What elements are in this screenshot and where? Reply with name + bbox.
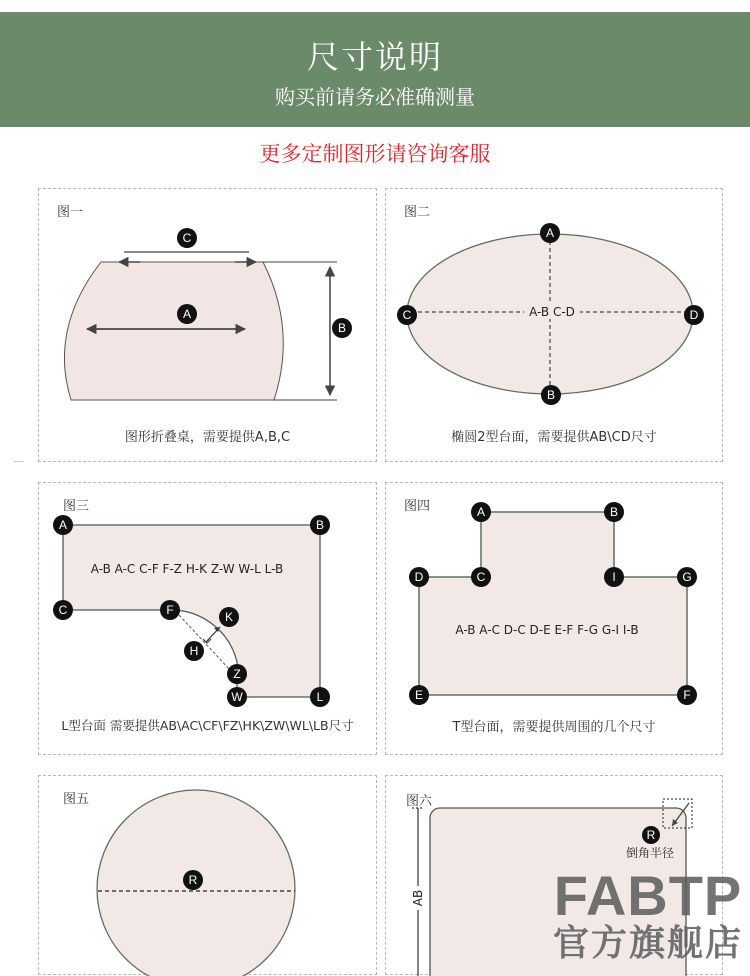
svg-text:A: A [476,505,486,519]
page-title: 尺寸说明 [306,38,443,76]
ellipse-diagram [386,189,724,463]
svg-text:Z: Z [233,667,241,681]
svg-text:L: L [316,690,324,704]
marker-l [310,687,330,707]
svg-text:C: C [476,570,486,584]
header-banner [0,12,750,127]
svg-text:A: A [58,518,68,532]
figure-label: 图六 [406,794,433,809]
marker-z [227,664,247,684]
svg-text:I: I [612,570,616,584]
corner-radius-label: 倒角半径 [625,846,675,860]
marker-r [642,826,660,844]
marker-c [397,305,417,325]
marker-w [227,687,247,707]
svg-text:B: B [546,388,556,402]
svg-text:F: F [166,603,174,617]
svg-text:B: B [315,518,325,532]
marker-b [310,515,330,535]
marker-d [684,305,704,325]
svg-text:W: W [231,690,243,704]
figure-label: 图二 [404,205,431,220]
svg-text:C: C [182,231,192,245]
svg-text:AB: AB [411,889,425,907]
marker-f [677,685,697,705]
page-subtitle: 购买前请务必准确测量 [275,85,475,109]
divider [14,461,24,462]
figure-caption: T型台面，需要提供周围的几个尺寸 [452,720,656,735]
marker-b [332,318,352,338]
svg-text:A-B A-C D-C D-E E-F F-G G-I I-: A-B A-C D-C D-E E-F F-G G-I I-B [455,623,639,637]
svg-text:F: F [683,688,691,702]
figure-5-panel [38,775,377,975]
marker-b [604,502,624,522]
figure-2-panel [385,188,723,462]
svg-text:R: R [646,828,656,842]
marker-e [409,685,429,705]
figure-3-panel [38,482,377,755]
svg-text:K: K [224,610,234,624]
marker-a [540,223,560,243]
svg-text:B: B [609,505,619,519]
figure-4-panel [385,482,723,755]
svg-text:R: R [188,873,198,887]
svg-text:A-B C-D: A-B C-D [529,305,575,319]
svg-text:E: E [414,688,424,702]
marker-c [177,228,197,248]
marker-k [219,607,239,627]
svg-text:A: A [182,307,192,321]
marker-b [541,385,561,405]
marker-h [184,641,204,661]
marker-r [183,870,203,890]
figure-label: 图一 [57,205,84,220]
folding-table-diagram [39,189,378,463]
svg-text:A: A [545,226,555,240]
watermark-brand: FABTP [553,864,743,927]
figure-label: 图四 [404,499,431,514]
custom-shape-notice: 更多定制图形请咨询客服 [259,142,491,166]
figure-caption: 图形折叠桌，需要提供A,B,C [124,430,291,445]
watermark-text: 官方旗舰店 [552,923,743,964]
circle-diagram [39,776,378,976]
figure-label: 图三 [63,499,90,514]
marker-d [409,567,429,587]
figure-caption: L型台面 需要提供AB\AC\CF\FZ\HK\ZW\WL\LB尺寸 [61,718,354,733]
marker-i [604,567,624,587]
figure-label: 图五 [63,792,90,807]
marker-a [53,515,73,535]
brand-watermark [548,864,748,964]
figure-caption: 椭圆2型台面，需要提供AB\CD尺寸 [451,430,657,445]
svg-text:A-B A-C C-F F-Z H-K Z-W W-L L-: A-B A-C C-F F-Z H-K Z-W W-L L-B [90,562,284,576]
svg-text:G: G [682,570,692,584]
marker-g [677,567,697,587]
marker-a [177,304,197,324]
marker-c [53,600,73,620]
figure-1-panel [38,188,377,462]
svg-text:D: D [689,308,699,322]
svg-text:H: H [189,644,199,658]
marker-f [160,600,180,620]
svg-text:C: C [402,308,412,322]
marker-a [471,502,491,522]
svg-text:D: D [414,570,424,584]
svg-text:C: C [58,603,68,617]
marker-c [471,567,491,587]
svg-text:B: B [337,321,347,335]
